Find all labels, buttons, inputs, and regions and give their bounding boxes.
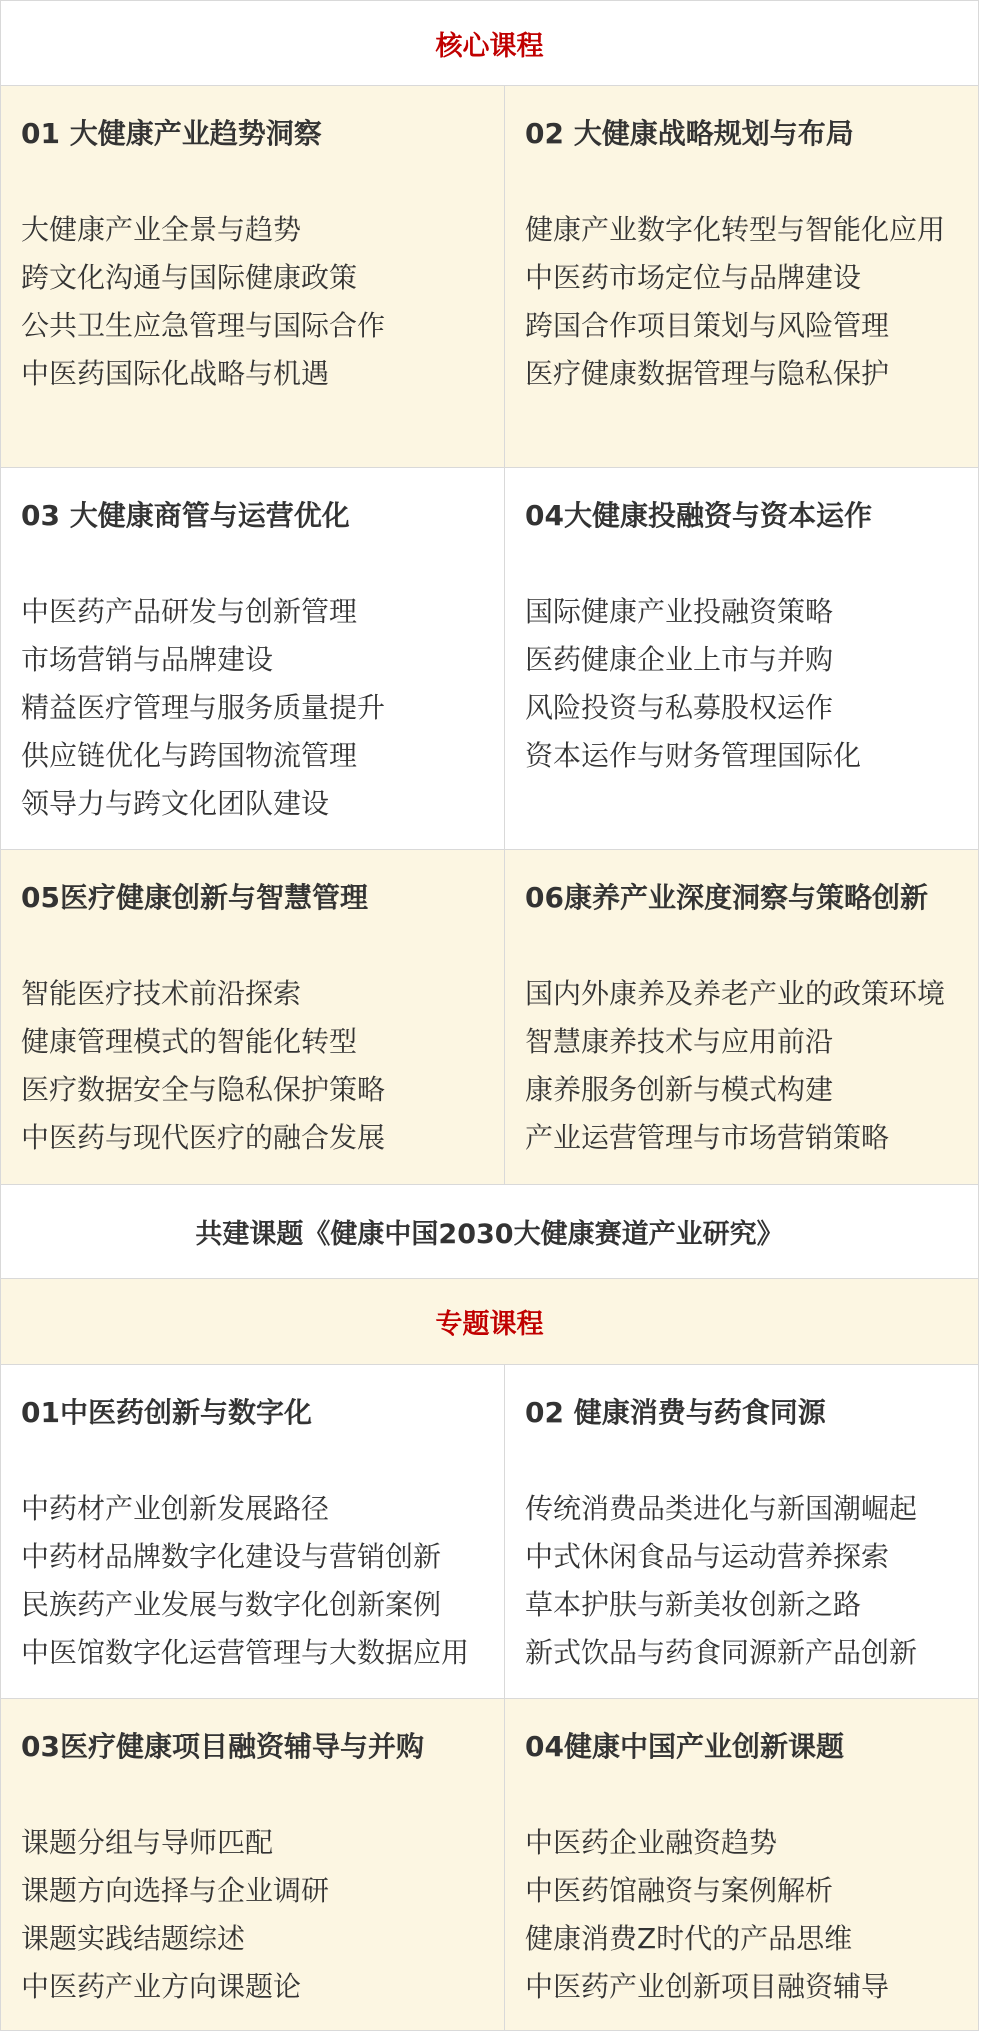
course-title: 02 健康消费与药食同源 [525, 1396, 826, 1429]
topic-item: 健康产业数字化转型与智能化应用 [525, 213, 946, 246]
topic-item: 康养服务创新与模式构建 [525, 1073, 834, 1106]
topic-item: 新式饮品与药食同源新产品创新 [525, 1636, 918, 1669]
topic-item: 课题实践结题综述 [21, 1922, 246, 1955]
joint-research-title: 共建课题《健康中国2030大健康赛道产业研究》 [195, 1219, 784, 1250]
topic-item: 草本护肤与新美妆创新之路 [525, 1588, 862, 1621]
topic-list [525, 1485, 978, 1677]
topic-item: 课题方向选择与企业调研 [21, 1874, 330, 1907]
topic-item: 课题分组与导师匹配 [21, 1826, 274, 1859]
topic-item: 民族药产业发展与数字化创新案例 [21, 1588, 442, 1621]
topic-item: 中药材产业创新发展路径 [21, 1492, 330, 1525]
course-title: 04大健康投融资与资本运作 [525, 499, 872, 532]
topic-list [525, 206, 978, 398]
special-cell-03 [1, 1699, 505, 2031]
topic-list [525, 1819, 978, 2011]
topic-item: 中医药产业方向课题论 [21, 1970, 302, 2003]
topic-item: 领导力与跨文化团队建设 [21, 787, 330, 820]
course-title: 03医疗健康项目融资辅导与并购 [21, 1730, 424, 1763]
course-title: 05医疗健康创新与智慧管理 [21, 881, 368, 914]
topic-item: 精益医疗管理与服务质量提升 [21, 691, 386, 724]
course-cell-02 [505, 86, 979, 468]
course-cell-06 [505, 850, 979, 1185]
course-title: 04健康中国产业创新课题 [525, 1730, 844, 1763]
topic-item: 医药健康企业上市与并购 [525, 643, 834, 676]
topic-item: 健康消费Z时代的产品思维 [525, 1922, 853, 1955]
topic-item: 智慧康养技术与应用前沿 [525, 1025, 834, 1058]
topic-item: 中医药馆融资与案例解析 [525, 1874, 834, 1907]
topic-item: 资本运作与财务管理国际化 [525, 739, 862, 772]
course-title: 03 大健康商管与运营优化 [21, 499, 350, 532]
topic-item: 医疗健康数据管理与隐私保护 [525, 357, 890, 390]
special-cell-01 [1, 1365, 505, 1699]
topic-list [525, 970, 978, 1162]
topic-item: 国内外康养及养老产业的政策环境 [525, 977, 946, 1010]
topic-item: 医疗数据安全与隐私保护策略 [21, 1073, 386, 1106]
topic-list [21, 206, 504, 398]
topic-item: 传统消费品类进化与新国潮崛起 [525, 1492, 918, 1525]
topic-item: 中医药产业创新项目融资辅导 [525, 1970, 890, 2003]
topic-item: 健康管理模式的智能化转型 [21, 1025, 358, 1058]
topic-item: 智能医疗技术前沿探索 [21, 977, 302, 1010]
core-courses-header [1, 1, 979, 86]
topic-item: 市场营销与品牌建设 [21, 643, 274, 676]
course-title: 01 大健康产业趋势洞察 [21, 117, 322, 150]
topic-list [21, 1819, 504, 2011]
joint-research-banner [1, 1185, 979, 1279]
course-cell-04 [505, 468, 979, 850]
course-title: 01中医药创新与数字化 [21, 1396, 312, 1429]
core-courses-heading: 核心课程 [435, 30, 544, 62]
topic-item: 中药材品牌数字化建设与营销创新 [21, 1540, 442, 1573]
topic-item: 中式休闲食品与运动营养探索 [525, 1540, 890, 1573]
course-title: 06康养产业深度洞察与策略创新 [525, 881, 928, 914]
course-cell-01 [1, 86, 505, 468]
special-cell-02 [505, 1365, 979, 1699]
topic-item: 中医药产品研发与创新管理 [21, 595, 358, 628]
special-cell-04 [505, 1699, 979, 2031]
topic-item: 风险投资与私募股权运作 [525, 691, 834, 724]
special-courses-header [1, 1279, 979, 1365]
topic-item: 中医药国际化战略与机遇 [21, 357, 330, 390]
topic-item: 公共卫生应急管理与国际合作 [21, 309, 386, 342]
course-cell-05 [1, 850, 505, 1185]
special-courses-heading: 专题课程 [435, 1309, 544, 1340]
topic-item: 国际健康产业投融资策略 [525, 595, 834, 628]
topic-list [525, 588, 978, 780]
topic-list [21, 588, 504, 828]
topic-item: 供应链优化与跨国物流管理 [21, 739, 358, 772]
topic-list [21, 970, 504, 1162]
topic-item: 中医药企业融资趋势 [525, 1826, 778, 1859]
topic-item: 中医馆数字化运营管理与大数据应用 [21, 1636, 470, 1669]
course-cell-03 [1, 468, 505, 850]
topic-item: 中医药与现代医疗的融合发展 [21, 1121, 386, 1154]
topic-item: 产业运营管理与市场营销策略 [525, 1121, 890, 1154]
topic-item: 跨国合作项目策划与风险管理 [525, 309, 890, 342]
topic-list [21, 1485, 504, 1677]
topic-item: 中医药市场定位与品牌建设 [525, 261, 862, 294]
course-title: 02 大健康战略规划与布局 [525, 117, 854, 150]
topic-item: 大健康产业全景与趋势 [21, 213, 302, 246]
topic-item: 跨文化沟通与国际健康政策 [21, 261, 358, 294]
